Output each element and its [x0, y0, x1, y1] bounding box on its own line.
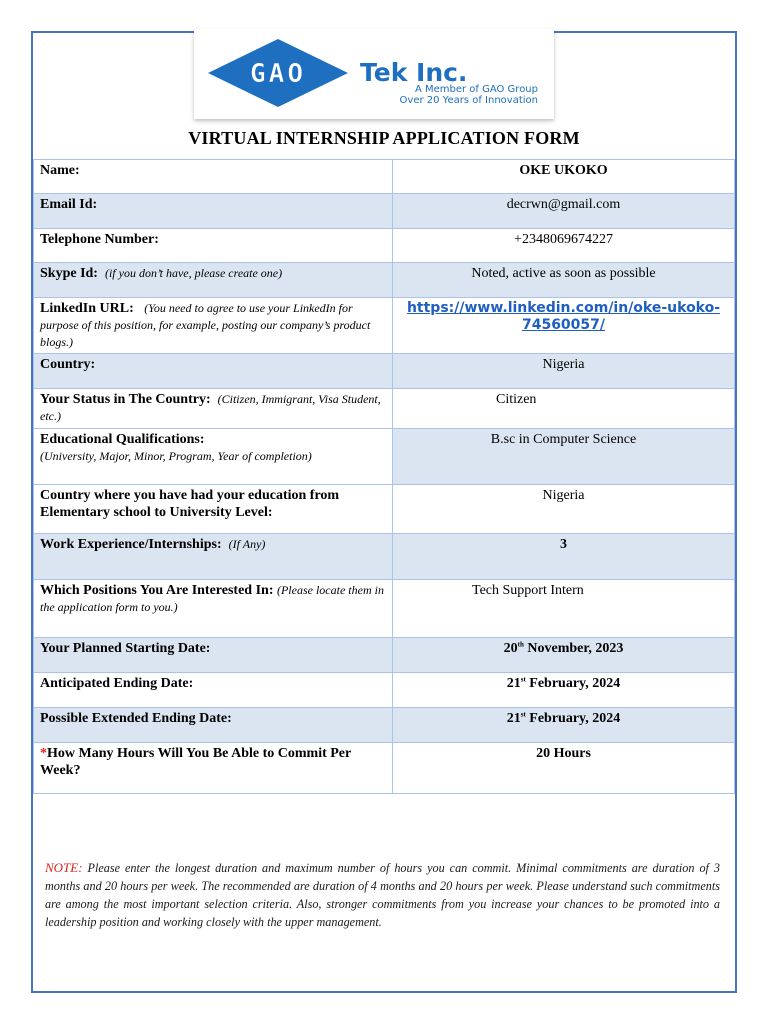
skype-value[interactable]: Noted, active as soon as possible	[393, 263, 735, 298]
skype-cell	[34, 263, 393, 298]
required-asterisk: *	[40, 746, 47, 761]
row-status	[34, 389, 735, 429]
row-phone	[34, 229, 735, 263]
experience-cell	[34, 534, 393, 580]
positions-cell	[34, 580, 393, 638]
experience-label: Work Experience/Internships:	[40, 537, 222, 552]
end-day: 21	[506, 676, 521, 691]
linkedin-hint: (You need to agree to use your LinkedIn for purpose of this position, for example, posting our company’s product blogs.)	[40, 301, 371, 349]
row-linkedin	[34, 298, 735, 354]
note-prefix: NOTE:	[45, 860, 83, 875]
row-start-date	[34, 638, 735, 673]
form-title: VIRTUAL INTERNSHIP APPLICATION FORM	[188, 128, 580, 148]
start-day-suffix: th	[517, 640, 524, 649]
education-cell	[34, 429, 393, 485]
country-value[interactable]: Nigeria	[393, 354, 735, 389]
extended-day-suffix: st	[520, 710, 526, 719]
name-value[interactable]: OKE UKOKO	[393, 160, 735, 194]
hours-label: How Many Hours Will You Be Able to Commit Per Week?	[40, 746, 351, 778]
linkedin-cell	[34, 298, 393, 354]
note-paragraph	[45, 859, 720, 931]
logo-tagline-2: Over 20 Years of Innovation	[399, 95, 538, 106]
logo-tagline-1: A Member of GAO Group	[414, 84, 538, 95]
status-cell	[34, 389, 393, 429]
row-email	[34, 194, 735, 229]
row-experience	[34, 534, 735, 580]
extended-date-label: Possible Extended Ending Date:	[34, 708, 393, 743]
start-rest: November, 2023	[523, 641, 624, 656]
phone-value[interactable]: +2348069674227	[393, 229, 735, 263]
end-date-label: Anticipated Ending Date:	[34, 673, 393, 708]
row-end-date	[34, 673, 735, 708]
experience-hint: (If Any)	[228, 537, 266, 551]
end-rest: February, 2024	[525, 676, 621, 691]
skype-label: Skype Id:	[40, 266, 98, 281]
edu-country-value[interactable]: Nigeria	[393, 485, 735, 534]
experience-value[interactable]: 3	[393, 534, 735, 580]
education-hint: (University, Major, Minor, Program, Year of completion)	[40, 449, 312, 463]
positions-value[interactable]: Tech Support Intern	[393, 580, 735, 638]
status-label: Your Status in The Country:	[40, 392, 211, 407]
positions-hint: (Please locate them in the application form to you.)	[40, 583, 384, 614]
edu-country-label: Country where you have had your education from Elementary school to University Level:	[34, 485, 393, 534]
positions-label: Which Positions You Are Interested In:	[40, 583, 274, 598]
hours-cell	[34, 743, 393, 794]
education-value[interactable]: B.sc in Computer Science	[393, 429, 735, 485]
status-hint: (Citizen, Immigrant, Visa Student, etc.)	[40, 392, 381, 423]
email-label: Email Id:	[34, 194, 393, 229]
application-form-table	[33, 159, 735, 794]
start-date-label: Your Planned Starting Date:	[34, 638, 393, 673]
extended-rest: February, 2024	[525, 711, 621, 726]
start-day: 20	[503, 641, 518, 656]
extended-day: 21	[506, 711, 521, 726]
row-extended-date	[34, 708, 735, 743]
row-education	[34, 429, 735, 485]
row-positions	[34, 580, 735, 638]
gao-logo-icon	[194, 29, 554, 119]
company-logo	[194, 29, 554, 119]
row-country	[34, 354, 735, 389]
linkedin-label: LinkedIn URL:	[40, 301, 134, 316]
end-date-value[interactable]	[393, 673, 735, 708]
education-label: Educational Qualifications:	[40, 432, 205, 447]
row-skype	[34, 263, 735, 298]
country-label: Country:	[34, 354, 393, 389]
start-date-value[interactable]	[393, 638, 735, 673]
hours-value[interactable]: 20 Hours	[393, 743, 735, 794]
extended-date-value[interactable]	[393, 708, 735, 743]
phone-label: Telephone Number:	[34, 229, 393, 263]
row-name	[34, 160, 735, 194]
status-value[interactable]: Citizen	[393, 389, 735, 429]
linkedin-url-link[interactable]: https://www.linkedin.com/in/oke-ukoko-74560057/	[393, 298, 735, 354]
logo-company-text: Tek Inc.	[360, 58, 468, 87]
skype-hint: (if you don’t have, please create one)	[104, 266, 283, 280]
email-value[interactable]: decrwn@gmail.com	[393, 194, 735, 229]
end-day-suffix: st	[520, 675, 526, 684]
name-label: Name:	[34, 160, 393, 194]
row-hours	[34, 743, 735, 794]
row-edu-country	[34, 485, 735, 534]
logo-gao-text: GAO	[250, 59, 306, 89]
note-text: Please enter the longest duration and maximum number of hours you can commit. Minimal commitments are duration of 3 months and 20 hours per week. The recommended are duration of 4 months and 20 hours per week. Please understand such commitments are among the most important selection criteria. Also, stronger commitments from you increase your chances to be promoted into a leadership position and working closely with the upper management.	[45, 861, 720, 929]
